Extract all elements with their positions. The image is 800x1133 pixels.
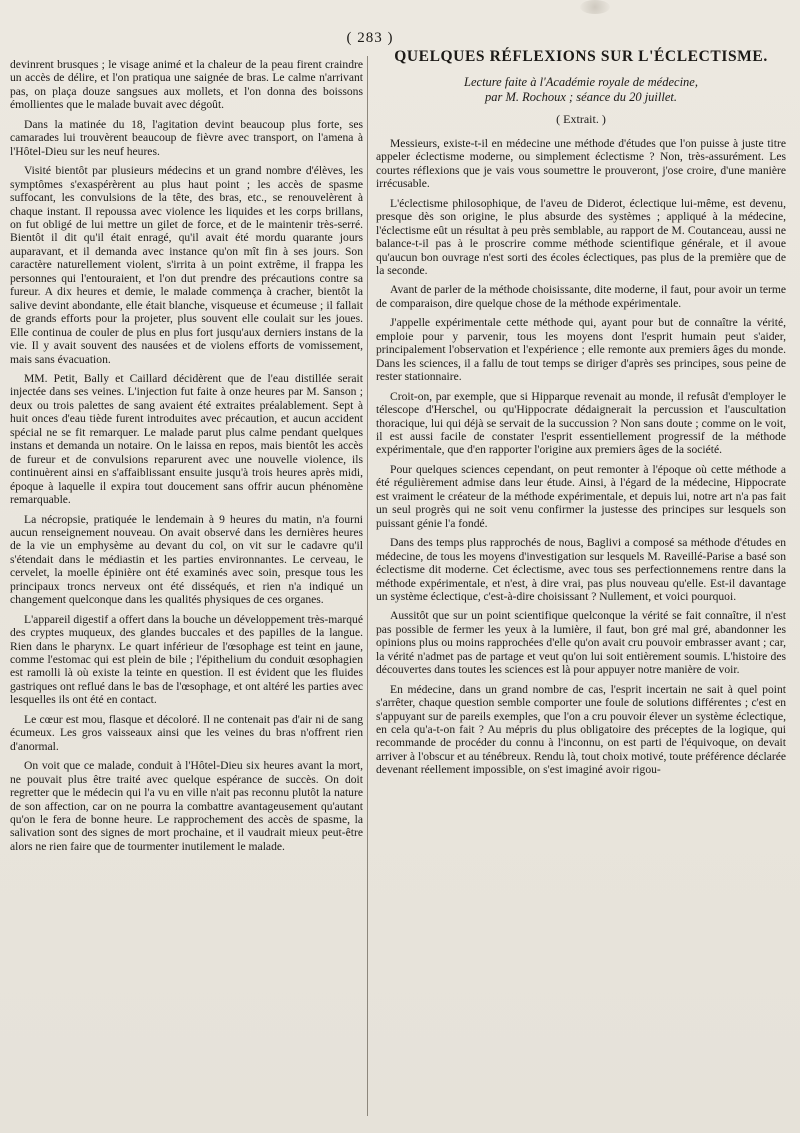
paragraph: Dans la matinée du 18, l'agitation devint beaucoup plus forte, ses camarades lui trouvèrent beaucoup de fièvre avec transport, on l'amena à l'Hôtel-Dieu sur les neuf heures. [10,117,363,158]
paragraph: Dans des temps plus rapprochés de nous, Baglivi a composé sa méthode d'études en médecine, de tous les moyens d'investigation sur lesquels M. Raveillé-Parise a basé son éclectisme dit moderne. Cet éclectisme, avec tous ses perfectionnemens rentre dans la méthode expérimentale, et n'est, à dire vrai, pas plus nouveau qu'elle. Est-il davantage un système éclectique, c'est-à-dire choisissant ? Nullement, et voici pourquoi. [376,536,786,603]
paragraph: L'appareil digestif a offert dans la bouche un développement très-marqué des cryptes muqueux, des glandes buccales et des papilles de la langue. Rien dans le pharynx. Le quart inférieur de l'œsophage est teint en jaune, comme l'estomac qui est plein de bile ; l'épithelium du conduit œsophagien est ramolli là où existe la teinte en question. Il est évident que les fluides gastriques ont reflué dans le bas de l'œsophage, et ont altéré les parties avec lesquelles ils ont été en contact. [10,612,363,707]
paragraph: Croit-on, par exemple, que si Hipparque revenait au monde, il refusât d'employer le télescope d'Herschel, ou qu'Hippocrate dédaignerait la percussion et l'auscultation thoracique, lui qui déjà se servait de la succussion ? Non sans doute ; comme on le voit, il est aussi facile de constater l'esprit essentiellement progressif de la méthode expérimentale, que d'en rapporter l'origine aux premiers âges de la société. [376,389,786,457]
paragraph: Aussitôt que sur un point scientifique quelconque la vérité se fait connaître, il n'est pas possible de fermer les yeux à la lumière, il faut, bon gré mal gré, abandonner les opinions plus ou moins rapprochées d'elle qu'on avait cru pouvoir embrasser avant ; car, la vérité n'admet pas de partage et veut qu'on lui soit entièrement soumis. L'histoire des découvertes dans toutes les sciences est là pour appuyer notre manière de voir. [376,609,786,677]
paragraph: En médecine, dans un grand nombre de cas, l'esprit incertain ne sait à quel point s'arrêter, chaque question semble comporter une foule de solutions différentes ; c'est en s'appuyant sur de pareils exemples, que l'on a cru pouvoir élever un système éclectique, en cela qu'a-t-on fait ? Au mépris du plus obligatoire des préceptes de la logique, qui recommande de procéder du connu à l'inconnu, on est parti de l'équivoque, on devait arriver à l'obscur et au ténébreux. Rendu là, tout choix motivé, toute préférence déclarée devenant réellement impossible, on s'est imaginé avoir rigou- [376,682,786,777]
paper-stain [580,0,610,14]
left-column [10,58,363,859]
subtitle-line-2: par M. Rochoux ; séance du 20 juillet. [485,90,677,105]
paragraph: devinrent brusques ; le visage animé et la chaleur de la peau firent craindre un accès de délire, et l'on pratiqua une saignée de bras. Le calme n'arrivant pas, on plaça douze sangsues aux mollets, et l'on donna des boissons émollientes que le malade buvait avec dégoût. [10,58,363,112]
subtitle-line-1: Lecture faite à l'Académie royale de médecine, [464,75,698,90]
article-subtitle [376,75,786,105]
paragraph: Messieurs, existe-t-il en médecine une méthode d'études que l'on puisse à juste titre appeler éclectisme moderne, ou simplement éclectisme ? Non, très-assurément. Les courtes réflexions que je vais vous soumettre le prouveront, j'ose croire, d'une manière irrécusable. [376,136,786,191]
paragraph: On voit que ce malade, conduit à l'Hôtel-Dieu six heures avant la mort, ne pouvait plus être traité avec quelque espérance de succès. On doit regretter que le médecin qui l'a vu en ville n'ait pas reconnu plutôt la nature de son affection, car on ne pourra la combattre avantageusement qu'autant qu'on le fera de bonne heure. Le rapprochement des accès de spasme, la salivation sont des signes de mort prochaine, et il vaudrait mieux peut-être alors ne rien faire que de tourmenter inutilement le malade. [10,759,363,853]
extract-note: ( Extrait. ) [556,112,606,127]
paragraph: Visité bientôt par plusieurs médecins et un grand nombre d'élèves, les symptômes s'exaspérèrent au plus haut point ; les accès de spasme suffocant, les convulsions de la tête, des bras, etc., se renouvelèrent à chaque instant. Il repoussa avec violence les liquides et les corps brillans, on fut obligé de lui mettre un gilet de force, et de le maintenir très-serré. Bientôt il dit qu'il était enragé, qu'il avait été mordu quarante jours auparavant, et il demanda avec instance qu'on mît fin à ses jours. Son caractère naturellement violent, s'irrita à un point extrême, il frappa les personnes qui l'entouraient, et l'on dut prendre des précautions contre sa fureur. A dix heures et demie, le malade commença à cracher, bientôt la salive devint abondante, elle était blanche, visqueuse et écumeuse ; il fallait de grands efforts pour la projeter, plus souvent elle coulait sur les joues. Elle continua de couler de plus en plus fort jusqu'aux derniers instans de la vie. Il y avait souvent des nausées et de violens efforts de vomissement, mais sans évacuation. [10,164,363,366]
page-number: ( 283 ) [346,30,394,46]
paragraph: Avant de parler de la méthode choisissante, dite moderne, il faut, pour avoir un terme de comparaison, dire quelque chose de la méthode expérimentale. [376,283,786,310]
paragraph: J'appelle expérimentale cette méthode qui, ayant pour but de connaître la vérité, emploie pour y parvenir, tous les moyens dont l'esprit humain peut s'aider, principalement l'observation et l'expérience ; elle remonte aux premiers âges du monde. Dans les sciences, il a fallu de tout temps se diriger d'après ses principes, sous peine de rester stationnaire. [376,316,786,384]
column-divider [367,56,368,1116]
paragraph: L'éclectisme philosophique, de l'aveu de Diderot, éclectique lui-même, est devenu, presque dès son origine, le plus absurde des systèmes ; appliqué à la médecine, l'éclectisme eût un résultat à peu près semblable, au rapport de M. Coutanceau, aussi ne balance-t-il pas à le proscrire comme méthode scientifique générale, et il avoue qu'aucun bon ouvrage n'est sorti des écoles éclectiques, pas plus de la première que de la seconde. [376,196,786,277]
paragraph: La nécropsie, pratiquée le lendemain à 9 heures du matin, n'a fourni aucun renseignement nouveau. On avait observé dans les dernières heures de la vie un emphysème au devant du col, on vit sur le cadavre qu'il s'étendait dans le médiastin et les parties environnantes. Le cerveau, le cervelet, la moelle épinière ont été examinés avec soin, presque tous les principaux troncs nerveux ont été disséqués, et rien n'a indiqué un changement quelconque dans les qualités physiques de ces organes. [10,512,363,607]
right-column [376,50,786,783]
article-title: QUELQUES RÉFLEXIONS SUR L'ÉCLECTISME. [394,48,768,65]
paragraph: Pour quelques sciences cependant, on peut remonter à l'époque où cette méthode a été régulièrement admise dans leur étude. Ainsi, à l'égard de la médecine, Hippocrate est vraiment le créateur de la méthode expérimentale, et depuis lui, notre art n'a pas fait un seul progrès qui ne soit venu confirmer la justesse des principes sur lesquels son puissant génie l'a fondé. [376,462,786,530]
paragraph: Le cœur est mou, flasque et décoloré. Il ne contenait pas d'air ni de sang écumeux. Les gros vaisseaux ainsi que les veines du bras n'offrent rien d'anormal. [10,712,363,753]
paragraph: MM. Petit, Bally et Caillard décidèrent que de l'eau distillée serait injectée dans ses veines. L'injection fut faite à onze heures par M. Sanson ; deux ou trois palettes de sang avaient été extraites préalablement. Sept à huit onces d'eau tiède furent introduites avec précaution, et aucun accident spécial ne se fit remarquer. Le malade parut plus calme pendant quelques instans et demanda un notaire. On le laissa en repos, mais bientôt les accès de fureur et de convulsions reparurent avec une nouvelle violence, ils continuèrent ainsi en s'affaiblissant ensuite jusqu'à trois heures après midi, époque à laquelle il expira tout doucement sans offrir aucun phénomène remarquable. [10,371,363,507]
